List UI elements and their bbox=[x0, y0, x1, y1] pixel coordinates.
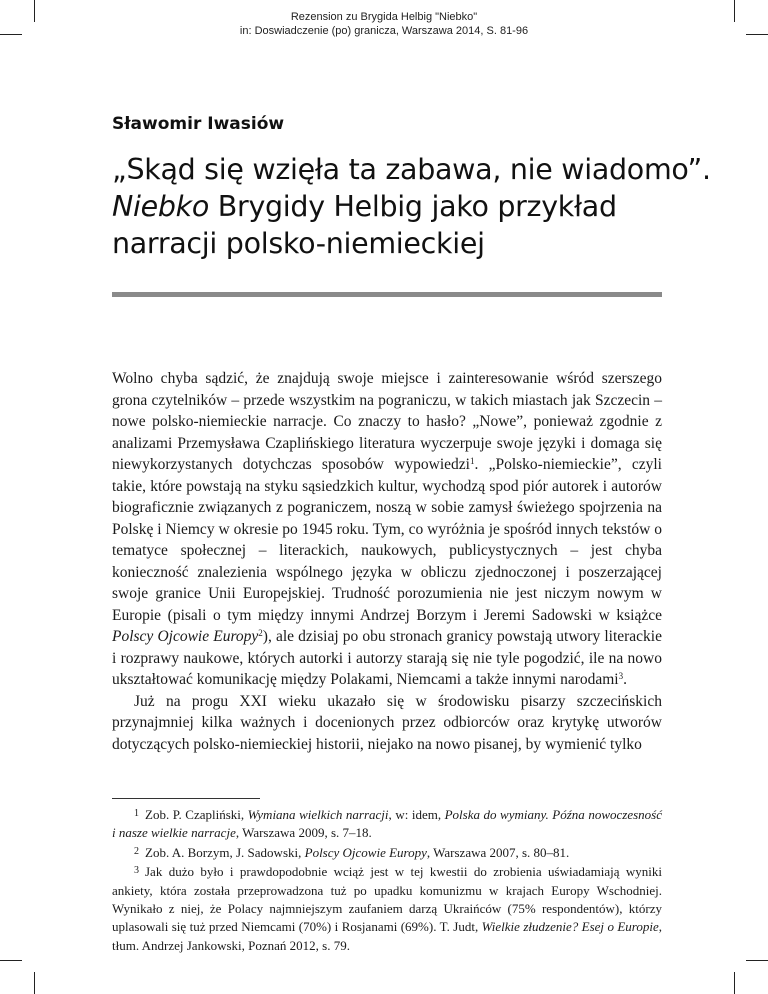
running-header bbox=[0, 10, 768, 38]
footnote-text: Zob. P. Czapliński, bbox=[145, 807, 248, 822]
footnote-number: 1 bbox=[134, 808, 139, 819]
title-line-2 bbox=[112, 188, 672, 225]
title-book-name: Niebko bbox=[112, 190, 210, 223]
title-line-3: narracji polsko-niemieckiej bbox=[112, 227, 485, 260]
footnote-3 bbox=[112, 862, 662, 955]
footnote-italic: Wielkie złudzenie? Esej o Europie bbox=[481, 919, 659, 935]
footnote-ref-2: 2 bbox=[258, 628, 263, 638]
footnote-italic: Polska do wymiany. Późna nowoczesność i nasze wielkie narracje bbox=[112, 807, 662, 841]
title-rule bbox=[112, 292, 662, 297]
footnote-italic: Polscy Ojcowie Europy bbox=[304, 844, 427, 860]
footnote-ref-3: 3 bbox=[618, 671, 624, 681]
title-line-2-rest: Brygidy Helbig jako przykład bbox=[209, 190, 617, 223]
title-line-1: „Skąd się wzięła ta zabawa, nie wiadomo”. bbox=[112, 153, 711, 186]
crop-mark bbox=[734, 972, 735, 994]
crop-mark bbox=[0, 960, 22, 961]
p1-text-b: . „Polsko-niemieckie”, czyli takie, które powstają na styku sąsiedzkich kultur, wychodzą spod piór autorek i autorów biograficznie związanych z pograniczem, noszą w sobie zamysł świeżego spojrzenia na Polskę i Niemcy w okresie po 1945 roku. Tym, co wyróżnia je spośród innych tekstów o tematyce społecznej – literackich, naukowych, publicystycznych – jest chyba konieczność znalezienia wspólnego języka w obliczu zjednoczonej i poszerzającej swoje granice Unii Europejskiej. Trudność porozumienia nie jest niczym nowym w Europie (pisali o tym między innymi Andrzej Borzym i Jeremi Sadowski w książce bbox=[112, 456, 662, 624]
article-title bbox=[112, 151, 711, 262]
running-header-line2: in: Doswiadczenie (po) granicza, Warszawa 2014, S. 81-96 bbox=[239, 25, 529, 37]
footnote-text: , Warszawa 2009, s. 7–18. bbox=[235, 825, 372, 841]
footnote-text: , Warszawa 2007, s. 80–81. bbox=[426, 844, 570, 860]
p1-book-title: Polscy Ojcowie Europy bbox=[112, 628, 259, 645]
body-text bbox=[112, 368, 662, 755]
crop-mark bbox=[746, 960, 768, 961]
footnote-2 bbox=[112, 843, 662, 862]
footnote-italic: Wymiana wielkich narracji bbox=[247, 807, 389, 822]
paragraph-2: Już na progu XXI wieku ukazało się w środowisku pisarzy szczecińskich przynajmniej kilka ważnych i docenionych przez odbiorców oraz krytykę utworów dotyczących polsko-niemieckiej historii, niejako na nowo pisanej, by wymienić tylko bbox=[112, 692, 662, 753]
footnote-text: Zob. A. Borzym, J. Sadowski, bbox=[145, 844, 305, 860]
footnote-text: , tłum. Andrzej Jankowski, Poznań 2012, s. 79. bbox=[112, 919, 663, 953]
footnote-ref-1: 1 bbox=[469, 456, 475, 466]
p1-text-d: . bbox=[623, 671, 627, 688]
footnote-text: , w: idem, bbox=[388, 807, 445, 822]
footnote-1 bbox=[112, 805, 662, 843]
footnotes bbox=[112, 805, 662, 955]
footnote-rule bbox=[112, 798, 260, 799]
p1-text-a: Wolno chyba sądzić, że znajdują swoje miejsce i zainteresowanie wśród szerszego grona czytelników – przede wszystkim na pograniczu, w takich miastach jak Szczecin – nowe polsko-niemieckie narracje. Co znaczy to hasło? „Nowe”, ponieważ zgodnie z analizami Przemysława Czaplińskiego literatura wyczerpuje swoje języki i domaga się niewykorzystanych dotychczas sposobów wypowiedzi bbox=[112, 370, 662, 473]
p1-text-c: ), ale dzisiaj po obu stronach granicy powstają utwory literackie i rozprawy naukowe, których autorki i autorzy starają się nie tyle pogodzić, ile na nowo ukształtować komunikację między Polakami, Niemcami a także innymi narodami bbox=[112, 628, 662, 688]
footnote-number: 3 bbox=[134, 865, 139, 877]
footnote-text: Jak dużo było i prawdopodobnie wciąż jest w tej kwestii do zrobienia uświadamiają wyniki ankiety, która została przeprowadzona tuż po upadku komunizmu w krajach Europy Wschodniej. Wynikało z niej, że Polacy najmniejszym zaufaniem darzą Ukraińców (75% respondentów), którzy uplasowali się tuż przed Niemcami (70%) i Rosjanami (69%). T. Judt, bbox=[112, 864, 662, 935]
footnote-number: 2 bbox=[134, 845, 139, 857]
crop-mark bbox=[34, 972, 35, 994]
paragraph-1 bbox=[112, 368, 662, 691]
author-name: Sławomir Iwasiów bbox=[112, 114, 285, 134]
running-header-line1: Rezension zu Brygida Helbig "Niebko" bbox=[290, 11, 478, 23]
